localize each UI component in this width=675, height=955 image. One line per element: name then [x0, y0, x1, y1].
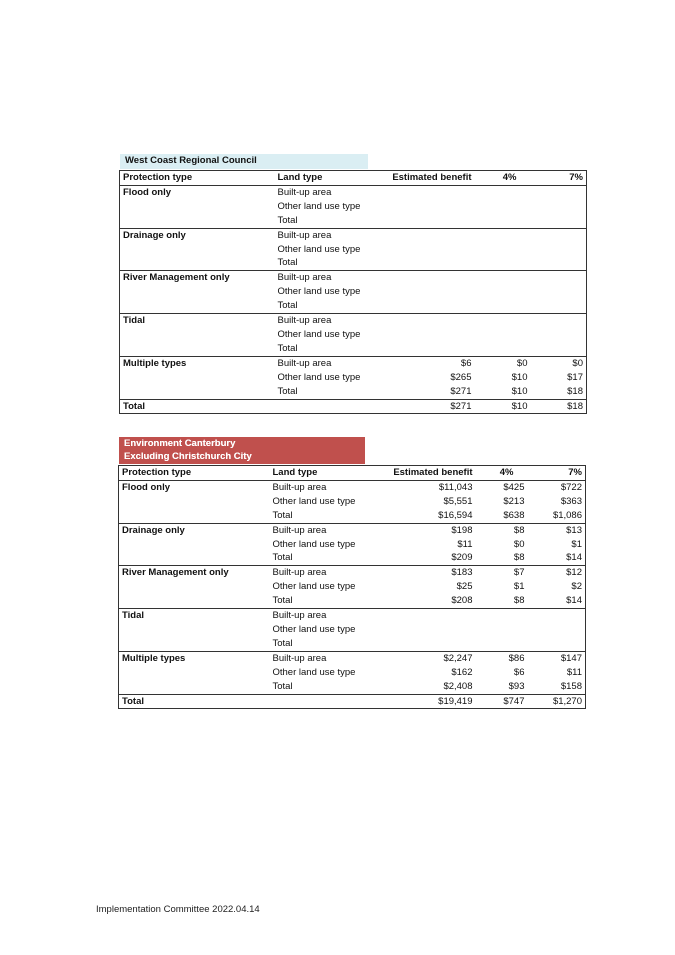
land-type-cell: Other land use type [272, 581, 356, 593]
rate-4-cell: $213 [503, 495, 525, 507]
land-type-cell: Built-up area [277, 357, 332, 369]
canterbury-table [118, 465, 586, 709]
benefit-cell: $2,247 [443, 652, 473, 664]
table-row [120, 314, 587, 328]
benefit-cell [375, 243, 475, 257]
benefit-cell: $265 [450, 371, 472, 383]
benefit-cell [375, 256, 475, 270]
total-row [119, 694, 586, 709]
land-type-cell: Total [270, 594, 370, 608]
rate-4-cell [476, 637, 528, 651]
benefit-cell: $271 [375, 385, 475, 399]
benefit-cell: $11 [457, 538, 473, 550]
rate-7-cell [528, 623, 586, 637]
protection-type-cell: Tidal [120, 314, 275, 357]
benefit-cell: $209 [370, 551, 476, 565]
benefit-cell: $25 [456, 581, 473, 593]
rate-7-cell [531, 228, 587, 242]
column-header: 4% [476, 466, 528, 481]
benefit-cell [375, 200, 475, 214]
column-header: Protection type [120, 171, 275, 186]
column-header: 4% [475, 171, 531, 186]
land-type-cell: Total [275, 299, 375, 313]
protection-type-cell: Multiple types [120, 356, 275, 399]
benefit-cell: $16,594 [370, 509, 476, 523]
land-type-cell: Other land use type [277, 328, 361, 340]
benefit-cell [370, 623, 476, 637]
land-type-cell: Built-up area [272, 481, 327, 493]
rate-7-cell [531, 271, 587, 285]
rate-7-cell: $17 [567, 371, 583, 383]
rate-7-cell: $14 [528, 551, 586, 565]
land-type-cell: Built-up area [277, 229, 332, 241]
rate-4-cell [475, 185, 531, 199]
total-benefit: $271 [450, 400, 472, 412]
protection-type-cell: Tidal [119, 609, 270, 652]
land-type-cell: Total [270, 551, 370, 565]
rate-4-cell [475, 299, 531, 313]
rate-7-cell: $18 [531, 385, 587, 399]
column-header: Protection type [119, 466, 270, 481]
canterbury-title-line-1: Environment Canterbury [124, 438, 236, 449]
protection-type-cell: Multiple types [119, 651, 270, 694]
land-type-cell: Other land use type [277, 243, 361, 255]
rate-7-cell: $158 [528, 680, 586, 694]
rate-4-cell: $638 [476, 509, 528, 523]
land-type-cell: Built-up area [272, 652, 327, 664]
column-header: 7% [528, 466, 586, 481]
total-7: $1,270 [552, 695, 582, 707]
table-row [119, 609, 586, 623]
land-type-cell: Other land use type [277, 286, 361, 298]
rate-4-cell: $8 [513, 524, 525, 536]
rate-4-cell: $0 [516, 357, 528, 369]
protection-type-cell: Drainage only [120, 228, 275, 271]
benefit-cell: $11,043 [438, 481, 473, 493]
land-type-cell: Other land use type [272, 623, 356, 635]
rate-4-cell: $8 [476, 594, 528, 608]
table-row [120, 185, 587, 199]
west-coast-table-title: West Coast Regional Council [120, 154, 368, 169]
column-header: Land type [270, 466, 370, 481]
benefit-cell [375, 271, 475, 285]
rate-7-cell [531, 285, 587, 299]
protection-type-cell: Drainage only [119, 523, 270, 566]
column-header: Estimated benefit [370, 466, 476, 481]
rate-7-cell: $0 [572, 357, 583, 369]
rate-4-cell [475, 271, 531, 285]
column-header: Estimated benefit [375, 171, 475, 186]
benefit-cell: $2,408 [370, 680, 476, 694]
benefit-cell: $208 [370, 594, 476, 608]
rate-7-cell [528, 637, 586, 651]
rate-7-cell: $13 [566, 524, 582, 536]
total-4: $747 [503, 695, 525, 707]
rate-4-cell: $7 [513, 567, 525, 579]
benefit-cell: $6 [460, 357, 472, 369]
rate-7-cell: $147 [560, 652, 582, 664]
rate-4-cell [475, 256, 531, 270]
rate-4-cell: $0 [513, 538, 525, 550]
rate-7-cell [531, 214, 587, 228]
rate-4-cell: $425 [503, 481, 525, 493]
benefit-cell [375, 342, 475, 356]
land-type-cell: Built-up area [277, 272, 332, 284]
table-row [120, 271, 587, 285]
table-row [119, 566, 586, 580]
table-header-row [119, 466, 586, 481]
benefit-cell: $5,551 [443, 495, 473, 507]
benefit-cell [375, 214, 475, 228]
rate-7-cell [531, 299, 587, 313]
rate-4-cell [475, 314, 531, 328]
rate-7-cell: $722 [560, 481, 582, 493]
land-type-cell: Total [275, 385, 375, 399]
rate-4-cell [476, 623, 528, 637]
total-label: Total [122, 695, 144, 707]
rate-4-cell [475, 328, 531, 342]
total-7: $18 [567, 400, 583, 412]
benefit-cell [375, 328, 475, 342]
rate-4-cell: $86 [508, 652, 525, 664]
canterbury-title-line-2: Excluding Christchurch City [124, 450, 252, 462]
rate-7-cell [531, 328, 587, 342]
land-type-cell: Total [270, 637, 370, 651]
benefit-cell [375, 285, 475, 299]
empty-cell [275, 399, 375, 414]
benefit-cell [375, 185, 475, 199]
rate-7-cell: $363 [560, 495, 582, 507]
rate-7-cell: $2 [571, 581, 582, 593]
benefit-cell [375, 228, 475, 242]
west-coast-table [119, 170, 587, 414]
rate-7-cell [531, 256, 587, 270]
table-row [120, 356, 587, 370]
column-header: Land type [275, 171, 375, 186]
table-header-row [120, 171, 587, 186]
rate-7-cell [531, 185, 587, 199]
benefit-cell: $198 [451, 524, 473, 536]
total-benefit: $19,419 [438, 695, 473, 707]
protection-type-cell: River Management only [119, 566, 270, 609]
rate-7-cell: $14 [528, 594, 586, 608]
rate-4-cell [475, 200, 531, 214]
page-footer: Implementation Committee 2022.04.14 [96, 904, 260, 915]
land-type-cell: Total [275, 256, 375, 270]
rate-4-cell: $93 [476, 680, 528, 694]
land-type-cell: Built-up area [277, 186, 332, 198]
rate-7-cell [531, 243, 587, 257]
rate-4-cell [475, 228, 531, 242]
benefit-cell [375, 299, 475, 313]
land-type-cell: Other land use type [272, 495, 356, 507]
rate-4-cell: $1 [513, 581, 525, 593]
rate-4-cell [475, 214, 531, 228]
rate-4-cell [475, 243, 531, 257]
rate-4-cell: $6 [513, 666, 525, 678]
rate-4-cell: $8 [476, 551, 528, 565]
protection-type-cell: River Management only [120, 271, 275, 314]
column-header: 7% [531, 171, 587, 186]
land-type-cell: Built-up area [272, 567, 327, 579]
benefit-cell [370, 637, 476, 651]
land-type-cell: Other land use type [277, 200, 361, 212]
canterbury-table-title [119, 437, 365, 464]
rate-4-cell: $10 [475, 385, 531, 399]
land-type-cell: Total [270, 680, 370, 694]
rate-4-cell [475, 285, 531, 299]
rate-7-cell [528, 609, 586, 623]
rate-7-cell [531, 314, 587, 328]
land-type-cell: Other land use type [272, 666, 356, 678]
total-4: $10 [511, 400, 528, 412]
land-type-cell: Built-up area [277, 315, 332, 327]
protection-type-cell: Flood only [119, 480, 270, 523]
table-row [119, 651, 586, 665]
rate-7-cell: $1,086 [528, 509, 586, 523]
total-row [120, 399, 587, 414]
land-type-cell: Other land use type [272, 538, 356, 550]
land-type-cell: Built-up area [272, 524, 327, 536]
land-type-cell: Total [275, 342, 375, 356]
rate-7-cell [531, 342, 587, 356]
land-type-cell: Built-up area [272, 610, 327, 622]
table-row [120, 228, 587, 242]
benefit-cell: $162 [451, 666, 473, 678]
rate-7-cell: $12 [566, 567, 582, 579]
rate-4-cell [475, 342, 531, 356]
land-type-cell: Total [275, 214, 375, 228]
rate-7-cell [531, 200, 587, 214]
benefit-cell: $183 [451, 567, 473, 579]
protection-type-cell: Flood only [120, 185, 275, 228]
benefit-cell [370, 609, 476, 623]
land-type-cell: Other land use type [277, 371, 361, 383]
benefit-cell [375, 314, 475, 328]
rate-7-cell: $11 [566, 666, 582, 678]
table-row [119, 523, 586, 537]
table-row [119, 480, 586, 494]
rate-4-cell [476, 609, 528, 623]
empty-cell [270, 694, 370, 709]
rate-4-cell: $10 [511, 371, 528, 383]
land-type-cell: Total [270, 509, 370, 523]
total-label: Total [123, 400, 145, 412]
rate-7-cell: $1 [571, 538, 582, 550]
